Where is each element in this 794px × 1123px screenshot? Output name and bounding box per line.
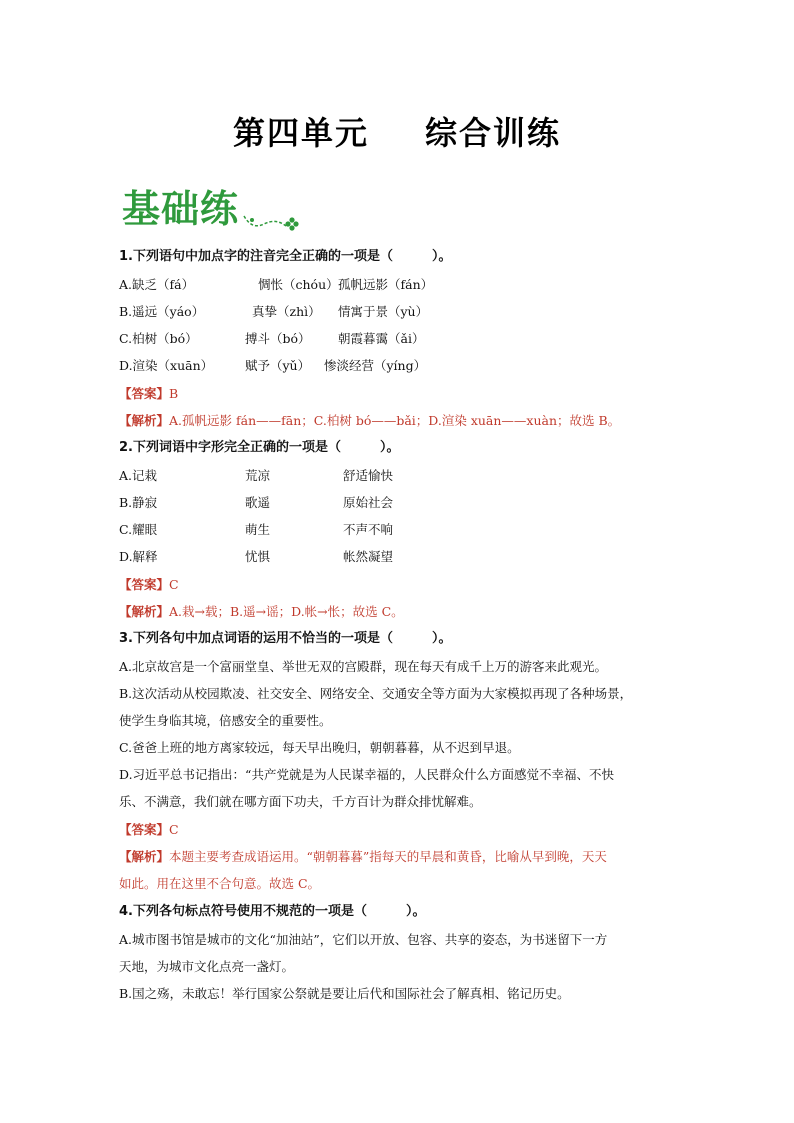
answer-value: B: [169, 386, 179, 401]
title-unit: 第四单元: [232, 114, 369, 152]
q3-stem: 3.下列各句中加点词语的运用不恰当的一项是（ ）。: [119, 631, 452, 646]
q2-option-d-2: 忧惧: [245, 549, 271, 564]
q1-option-d-2: 赋予（yǔ）: [245, 358, 311, 373]
q1-option-b-2: 真挚（zhì）: [252, 304, 321, 319]
q2-option-d-3: 帐然凝望: [343, 549, 394, 564]
q2-stem: 2.下列词语中字形完全正确的一项是（ ）。: [119, 440, 400, 455]
q1-option-a: [119, 276, 194, 294]
vine-decoration-icon: [242, 204, 302, 234]
analysis-label: 【解析】: [119, 604, 170, 619]
q1-option-a-2: 惆怅（chóu）: [258, 277, 339, 292]
analysis-text-1: 本题主要考查成语运用。: [169, 849, 307, 864]
q1-analysis: [119, 412, 620, 430]
q2-option-a: A.记栽: [119, 468, 158, 483]
q2-option-a-2: 荒凉: [245, 468, 271, 483]
q2-option-d: D.解释: [119, 549, 158, 564]
answer-value: C: [169, 822, 179, 837]
q1-option-c-3: 朝霞暮霭（ǎi）: [338, 331, 425, 346]
title-topic: 综合训练: [425, 114, 562, 152]
answer-label: 【答案】: [119, 822, 170, 837]
q4-stem: 4.下列各句标点符号使用不规范的一项是（ ）。: [119, 904, 426, 919]
q3-line-3: 使学生身临其境，倍感安全的重要性。: [119, 713, 332, 728]
q2-option-b: B.静寂: [119, 495, 158, 510]
analysis-label: 【解析】: [119, 849, 170, 864]
q1-option-a-3: 孤帆远影（fán）: [338, 277, 434, 292]
answer-label: 【答案】: [119, 577, 170, 592]
q3-answer: [119, 821, 179, 839]
section-label: 基础练: [122, 187, 240, 231]
q2-analysis: [119, 603, 404, 621]
analysis-label: 【解析】: [119, 413, 170, 428]
q2-option-c-3: 不声不响: [343, 522, 394, 537]
section-heading: [122, 184, 239, 234]
q1-option-d-3: 惨淡经营（yíng）: [324, 358, 427, 373]
q4-line-3: B.国之殇，未敢忘！举行国家公祭就是要让后代和国际社会了解真相、铭记历史。: [119, 986, 570, 1001]
page-title: [0, 108, 794, 154]
q1-stem: 1.下列语句中加点字的注音完全正确的一项是（ ）。: [119, 249, 452, 264]
q1-option-c: C.柏树（bó）: [119, 331, 198, 346]
q2-option-a-3: 舒适愉快: [343, 468, 394, 483]
q3-analysis: [119, 848, 607, 866]
q4-line-1: A.城市图书馆是城市的文化“加油站”，它们以开放、包容、共享的姿态，为书迷留下一方: [119, 932, 608, 947]
analysis-text: A.孤帆远影 fán——fān；C.柏树 bó——bǎi；D.渲染 xuān——xuàn；故选 B。: [169, 413, 621, 428]
q1-option-c-2: 搏斗（bó）: [245, 331, 311, 346]
q2-option-b-3: 原始社会: [343, 495, 394, 510]
analysis-text-2: “朝朝暮暮”指每天的早晨和黄昏，比喻从早到晚，天天: [306, 849, 607, 864]
q2-option-c-2: 萌生: [245, 522, 271, 537]
q3-line-4: C.爸爸上班的地方离家较远，每天早出晚归，朝朝暮暮，从不迟到早退。: [119, 740, 520, 755]
q1-option-d: D.渲染（xuān）: [119, 358, 214, 373]
q3-line-2: B.这次活动从校园欺凌、社交安全、网络安全、交通安全等方面为大家模拟再现了各种场景，: [119, 686, 633, 701]
q3-line-1: A.北京故宫是一个富丽堂皇、举世无双的宫殿群，现在每天有成千上万的游客来此观光。: [119, 659, 608, 674]
q3-line-6: 乐、不满意，我们就在哪方面下功夫，千方百计为群众排忧解难。: [119, 794, 482, 809]
q4-line-2: 天地，为城市文化点亮一盏灯。: [119, 959, 295, 974]
q2-option-b-2: 歌遥: [245, 495, 271, 510]
answer-label: 【答案】: [119, 386, 170, 401]
q2-option-c: C.耀眼: [119, 522, 158, 537]
option-text: A.缺乏（fá）: [119, 277, 195, 292]
q2-answer: [119, 576, 179, 594]
q3-analysis-cont: 如此。用在这里不合句意。故选 C。: [119, 876, 321, 891]
q3-line-5: D.习近平总书记指出：“共产党就是为人民谋幸福的，人民群众什么方面感觉不幸福、不快: [119, 767, 614, 782]
q1-answer: [119, 385, 178, 403]
q1-option-b: B.遥远（yáo）: [119, 304, 205, 319]
q1-option-b-3: 情寓于景（yù）: [338, 304, 429, 319]
answer-value: C: [169, 577, 179, 592]
analysis-text: A.栽→载；B.遥→谣；D.帐→怅；故选 C。: [169, 604, 404, 619]
